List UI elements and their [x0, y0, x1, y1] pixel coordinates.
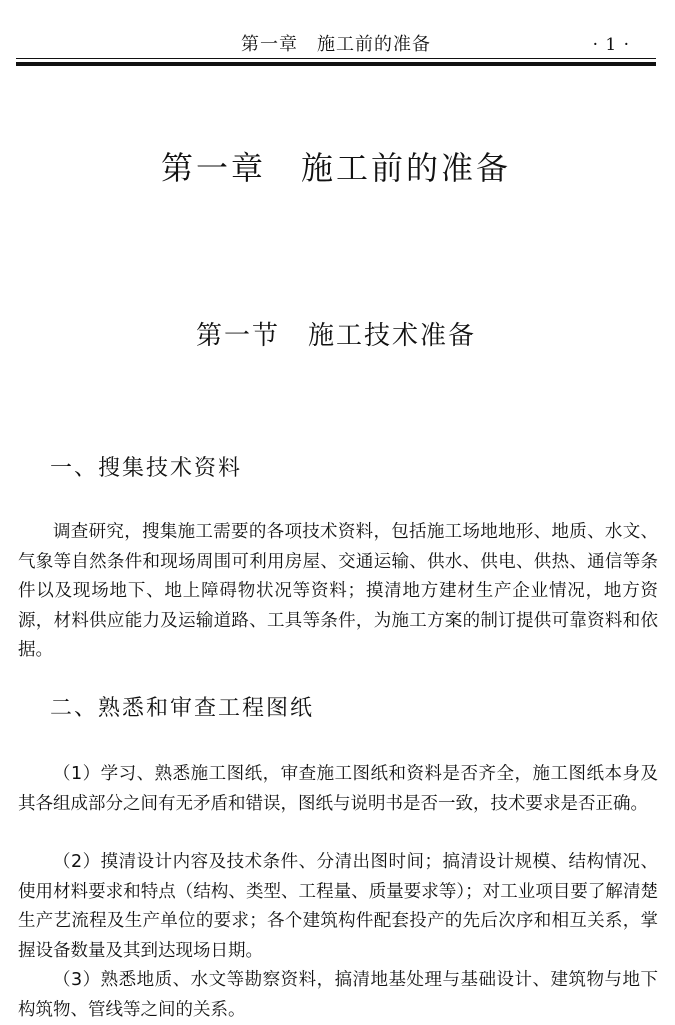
- paragraph-item-3: （3）熟悉地质、水文等勘察资料，搞清地基处理与基础设计、建筑物与地下构筑物、管线等之间的关系。: [18, 970, 658, 1020]
- paragraph-survey: 调查研究，搜集施工需要的各项技术资料，包括施工场地地形、地质、水文、气象等自然条件和现场周围可利用房屋、交通运输、供水、供电、供热、通信等条件以及现场地下、地上障碍物状况等资料；摸清地方建材生产企业情况，地方资源，材料供应能力及运输道路、工具等条件，为施工方案的制订提供可靠资料和依据。: [18, 522, 658, 660]
- heading-collect-technical-data: 一、搜集技术资料: [50, 456, 243, 481]
- heading-review-drawings: 二、熟悉和审查工程图纸: [50, 696, 315, 721]
- page-number: · 1 ·: [592, 35, 630, 55]
- running-title: 第一章 施工前的准备: [241, 34, 431, 55]
- running-header: [16, 32, 656, 58]
- header-rule-thick: [16, 62, 656, 66]
- header-rule-thin: [16, 58, 656, 59]
- chapter-title: 第一章 施工前的准备: [160, 149, 511, 187]
- paragraph-item-1: （1）学习、熟悉施工图纸，审查施工图纸和资料是否齐全，施工图纸本身及其各组成部分之间有无矛盾和错误，图纸与说明书是否一致，技术要求是否正确。: [18, 764, 658, 814]
- paragraph-item-2: （2）摸清设计内容及技术条件、分清出图时间；搞清设计规模、结构情况、使用材料要求和特点（结构、类型、工程量、质量要求等）；对工业项目要了解清楚生产艺流程及生产单位的要求；各个建筑构件配套投产的先后次序和相互关系，掌握设备数量及其到达现场日期。: [18, 852, 658, 961]
- section-title: 第一节 施工技术准备: [195, 321, 476, 351]
